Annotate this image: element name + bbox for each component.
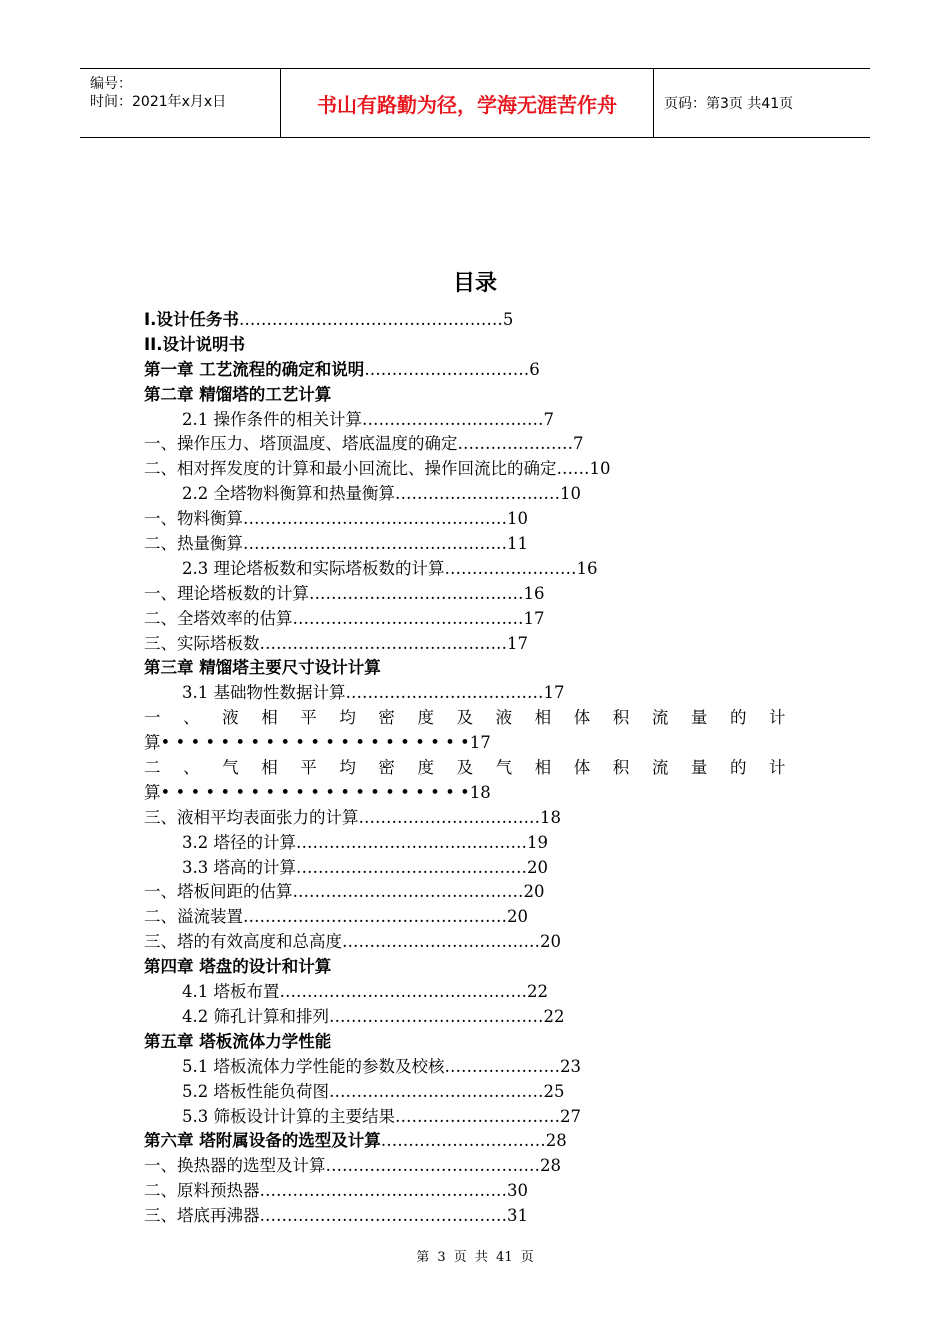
toc-entry: 二、原料预热器………………………………………30 — [144, 1181, 528, 1201]
toc-entry-text: 二、热量衡算 — [144, 534, 243, 554]
toc-entry-text: 第二章 精馏塔的工艺计算 — [144, 384, 332, 404]
toc-entry-text: 5.1 塔板流体力学性能的参数及校核 — [182, 1056, 445, 1076]
toc-entry-line-1: 二、气相平均密度及气相体积流量的计 — [144, 758, 808, 778]
toc-entry: 一、物料衡算…………………………………………10 — [144, 509, 528, 529]
toc-entry: I.设计任务书…………………………………………5 — [144, 310, 514, 329]
toc-entry-page: 22 — [527, 982, 548, 1002]
toc-entry: 三、塔的有效高度和总高度………………………………20 — [144, 932, 561, 952]
toc-entry-text: 一、换热器的选型及计算 — [144, 1156, 326, 1176]
toc-entry: 3.2 塔径的计算……………………………………19 — [182, 832, 548, 852]
toc-entry: 2.1 操作条件的相关计算……………………………7 — [182, 409, 554, 429]
toc-entry: 三、液相平均表面张力的计算……………………………18 — [144, 807, 561, 827]
toc-entry: 二、全塔效率的估算……………………………………17 — [144, 608, 545, 628]
toc-entry: 4.2 筛孔计算和排列…………………………………22 — [182, 1006, 565, 1026]
toc-entry-text: 5.3 筛板设计计算的主要结果 — [182, 1106, 395, 1126]
toc-entry: 2.2 全塔物料衡算和热量衡算…………………………10 — [182, 484, 581, 504]
toc-entry-page: 19 — [527, 832, 548, 852]
toc-entry — [144, 656, 808, 681]
toc-entry-text: 第五章 塔板流体力学性能 — [144, 1031, 332, 1051]
toc-entry-text: 二、全塔效率的估算 — [144, 608, 293, 628]
toc-entry-line-1: 一、液相平均密度及液相体积流量的计 — [144, 708, 808, 728]
toc-entry-page: 18 — [469, 782, 491, 802]
page-footer: 第 3 页 共 41 页 — [416, 1250, 534, 1265]
toc-entry: 二、热量衡算…………………………………………11 — [144, 534, 528, 554]
time-label: 时间：2021年x月x日 — [90, 94, 227, 110]
toc-entry: 二、相对挥发度的计算和最小回流比、操作回流比的确定……10 — [144, 459, 611, 479]
toc-entry-line-2: 算• • • • • • • • • • • • • • • • • • • • •18 — [144, 782, 491, 802]
toc-entry-text: 一、物料衡算 — [144, 509, 243, 529]
toc-entry-page: 27 — [560, 1106, 581, 1126]
toc-entry-page: 30 — [507, 1181, 528, 1201]
toc-entry: 3.3 塔高的计算……………………………………20 — [182, 857, 548, 877]
toc-entry-page: 20 — [507, 907, 528, 927]
toc-entry-page: 16 — [523, 583, 545, 603]
toc-entry-page: 10 — [589, 459, 611, 479]
toc-entry: 3.1 基础物性数据计算………………………………17 — [182, 683, 565, 703]
toc-entry: 一、换热器的选型及计算…………………………………28 — [144, 1156, 561, 1176]
toc-entry: 一、操作压力、塔顶温度、塔底温度的确定…………………7 — [144, 434, 584, 454]
toc-entry: 5.1 塔板流体力学性能的参数及校核…………………23 — [182, 1056, 581, 1076]
toc-entry-text: 5.2 塔板性能负荷图 — [182, 1081, 329, 1101]
toc-entry-page: 7 — [543, 409, 554, 429]
toc-entry-page: 10 — [507, 509, 528, 529]
toc-entry: 三、塔底再沸器………………………………………31 — [144, 1206, 528, 1226]
toc-entry: 第一章 工艺流程的确定和说明…………………………6 — [144, 359, 540, 379]
toc-entry-page: 22 — [543, 1006, 565, 1026]
toc-entry-text: 第三章 精馏塔主要尺寸设计计算 — [144, 658, 381, 678]
toc-entry-text: 2.1 操作条件的相关计算 — [182, 409, 362, 429]
toc-entry-page: 23 — [560, 1056, 581, 1076]
toc-entry-text: 2.3 理论塔板数和实际塔板数的计算 — [182, 558, 445, 578]
toc-entry-text: 3.1 基础物性数据计算 — [182, 683, 346, 703]
toc-entry-page: 28 — [545, 1131, 567, 1151]
toc-entry-text: 三、液相平均表面张力的计算 — [144, 807, 359, 827]
toc-entry-text: 3.2 塔径的计算 — [182, 832, 296, 852]
toc-entry-text: 第一章 工艺流程的确定和说明 — [144, 359, 365, 379]
toc-entry-page: 6 — [529, 359, 540, 379]
toc-entry-page: 25 — [543, 1081, 565, 1101]
toc-entry-text: 2.2 全塔物料衡算和热量衡算 — [182, 484, 395, 504]
toc-entry-page: 17 — [507, 633, 528, 653]
toc-entry-page: 20 — [540, 932, 561, 952]
toc-entry-page: 17 — [523, 608, 545, 628]
toc-entry-text: 一、操作压力、塔顶温度、塔底温度的确定 — [144, 434, 458, 454]
toc-entry-text: 三、塔底再沸器 — [144, 1206, 260, 1226]
toc-entry: 第六章 塔附属设备的选型及计算…………………………28 — [144, 1131, 567, 1151]
toc-entry-page: 17 — [469, 733, 491, 753]
toc-entry-page: 7 — [573, 434, 584, 454]
toc-entry-page: 20 — [527, 857, 548, 877]
toc-entry-page: 18 — [540, 807, 561, 827]
toc-entry-text: 第六章 塔附属设备的选型及计算 — [144, 1131, 381, 1151]
page-header — [80, 68, 870, 138]
toc-entry-text: 二、相对挥发度的计算和最小回流比、操作回流比的确定 — [144, 459, 557, 479]
toc-entry-line-2: 算• • • • • • • • • • • • • • • • • • • • •17 — [144, 733, 491, 753]
number-label: 编号： — [90, 76, 132, 92]
toc-title: 目录 — [452, 271, 497, 296]
toc-entry: 一、理论塔板数的计算…………………………………16 — [144, 583, 545, 603]
toc-entry-text: 三、塔的有效高度和总高度 — [144, 932, 342, 952]
toc-entry-text: 二、溢流装置 — [144, 907, 243, 927]
toc-entry-page: 10 — [560, 484, 581, 504]
toc-entry-text: 一、理论塔板数的计算 — [144, 583, 309, 603]
toc-entry-text: 二、原料预热器 — [144, 1181, 260, 1201]
toc-entry — [144, 1030, 808, 1055]
toc-entry: 二、溢流装置…………………………………………20 — [144, 907, 528, 927]
toc-entry-text: 4.1 塔板布置 — [182, 982, 280, 1002]
toc-entry-text: 4.2 筛孔计算和排列 — [182, 1006, 329, 1026]
toc-entry: 三、实际塔板数………………………………………17 — [144, 633, 528, 653]
toc-entry-page: 11 — [507, 534, 528, 554]
toc-entry-page: 20 — [523, 882, 545, 902]
toc-entry — [144, 955, 808, 980]
toc-entry-page: 17 — [543, 683, 565, 703]
toc-entry: 一、塔板间距的估算……………………………………20 — [144, 882, 545, 902]
toc-entry-text: I.设计任务书 — [144, 310, 239, 329]
toc-entry-text: II.设计说明书 — [144, 334, 246, 354]
header-page-info: 页码：第3页 共41页 — [664, 96, 794, 112]
toc-entry-text: 三、实际塔板数 — [144, 633, 260, 653]
toc-entry-page: 5 — [502, 310, 514, 329]
toc-entry — [144, 333, 808, 358]
toc-entry: 2.3 理论塔板数和实际塔板数的计算……………………16 — [182, 558, 598, 578]
toc-entry: 5.2 塔板性能负荷图…………………………………25 — [182, 1081, 565, 1101]
table-of-contents — [144, 308, 808, 1229]
toc-entry — [144, 383, 808, 408]
toc-entry-page: 31 — [507, 1206, 528, 1226]
toc-entry-page: 16 — [576, 558, 598, 578]
header-info-cell — [80, 69, 281, 137]
toc-entry: 4.1 塔板布置………………………………………22 — [182, 982, 548, 1002]
toc-entry: 5.3 筛板设计计算的主要结果…………………………27 — [182, 1106, 581, 1126]
toc-entry-text: 3.3 塔高的计算 — [182, 857, 296, 877]
header-motto: 书山有路勤为径，学海无涯苦作舟 — [281, 69, 654, 137]
toc-entry-text: 一、塔板间距的估算 — [144, 882, 293, 902]
toc-entry-text: 第四章 塔盘的设计和计算 — [144, 957, 332, 977]
toc-entry-page: 28 — [540, 1156, 561, 1176]
